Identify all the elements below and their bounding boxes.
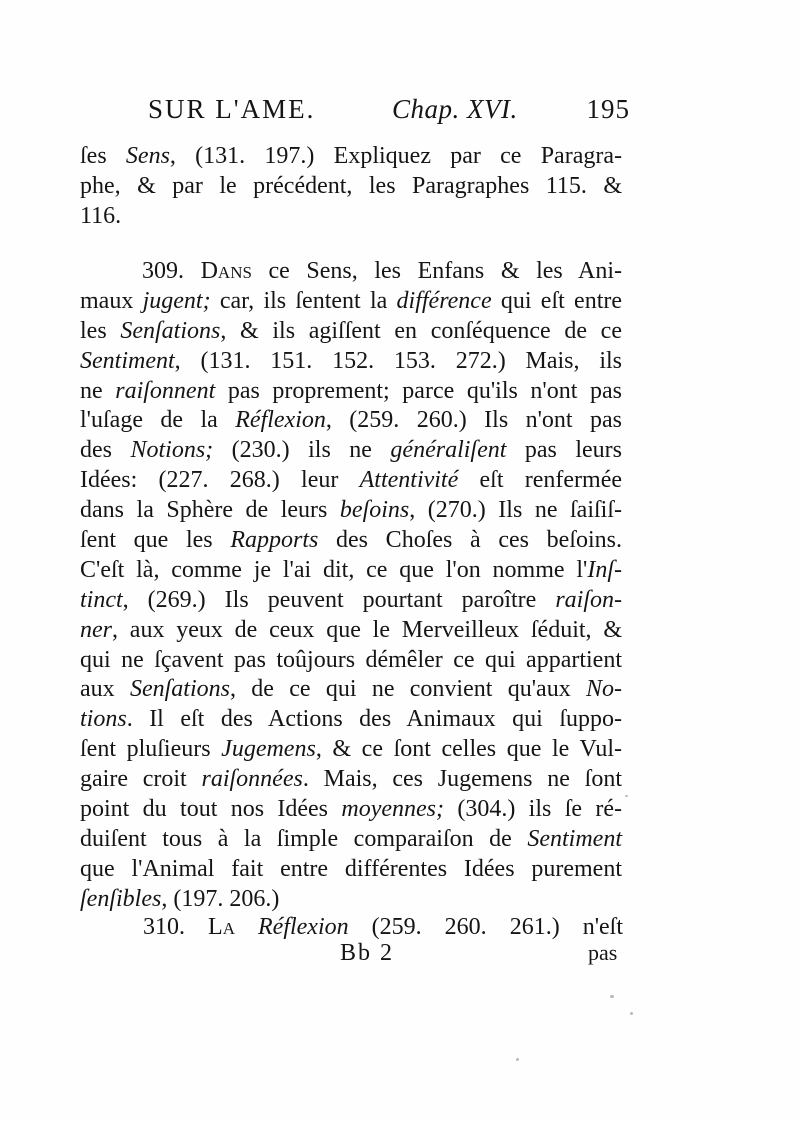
text-run: duiſent tous à la ſimple comparaiſon de: [80, 825, 528, 852]
text-run: maux: [80, 287, 143, 314]
text-run: car, ils ſentent la: [210, 287, 397, 314]
chapter-label: Chap. XVI.: [392, 94, 518, 124]
paragraph_309-line: [80, 347, 622, 377]
signature-mark: Bb 2: [340, 940, 395, 966]
text-run: que l'Animal fait entre différentes Idées purement: [80, 855, 622, 882]
text-run: ſes: [80, 143, 126, 169]
continuation-line: [80, 142, 622, 172]
italic-term: No-: [586, 676, 622, 703]
paragraph-310-rest: (259. 260. 261.) n'eſt: [348, 914, 624, 940]
italic-term: beſoins: [339, 497, 410, 524]
text-run: . Il eſt des Actions des Animaux qui ſuppo-: [126, 706, 622, 733]
italic-term: ſenſibles: [80, 885, 162, 912]
text-run: les: [80, 317, 121, 344]
italic-term: Sentiment: [80, 347, 175, 374]
italic-term: Senſations: [120, 317, 221, 344]
text-run: eſt renfermée: [458, 467, 622, 494]
text-run: (304.) ils ſe ré-: [444, 796, 622, 823]
paragraph_309-line: [80, 705, 622, 735]
paragraph_309-line: [80, 526, 622, 556]
text-run: ce Sens, les Enfans & les Ani-: [251, 258, 622, 284]
text-run: dans la Sphère de leurs: [80, 497, 340, 524]
italic-term: raiſonnées: [201, 766, 303, 793]
text-run: , (269.) Ils peuvent pourtant paroître: [122, 586, 556, 613]
italic-term: généraliſent: [390, 437, 507, 464]
text-run: , & ils agiſſent en conſéquence de ce: [220, 317, 622, 344]
italic-term: Senſations: [129, 676, 230, 703]
text-run: phe, & par le précédent, les Paragraphes 115. &: [80, 172, 622, 199]
paragraph_309-line: [80, 406, 622, 436]
text-run: ſent pluſieurs: [80, 736, 222, 763]
text-run: aux: [80, 676, 130, 703]
italic-term: Sens: [125, 143, 170, 169]
paper-speck: [610, 995, 614, 998]
text-run: Dans: [200, 258, 252, 284]
paper-speck: [630, 1012, 633, 1015]
paragraph-310-lead: La: [208, 914, 235, 940]
italic-term: jugent;: [142, 287, 211, 314]
paragraph_309-line: [80, 646, 622, 676]
text-run: pas proprement; parce qu'ils n'ont pas: [215, 377, 623, 404]
paragraph_309-line: [80, 496, 622, 526]
text-run: l'uſage de la: [80, 407, 236, 434]
text-run: gaire croit: [80, 766, 202, 793]
paragraph_309-line: [80, 795, 622, 825]
running-header: [148, 94, 630, 130]
italic-term: ner: [80, 616, 112, 643]
continuation-line: [80, 202, 622, 232]
paragraph_309-line: [80, 675, 622, 705]
paragraph_309-line: [80, 855, 622, 885]
text-run: , (259. 260.) Ils n'ont pas: [325, 407, 623, 434]
paragraph_309-line: [80, 556, 622, 586]
paragraph_309-line: [80, 825, 622, 855]
paragraph_309-line: [80, 377, 622, 407]
text-run: , (197. 206.): [161, 885, 280, 912]
paragraph-310-number: 310.: [143, 914, 185, 940]
text-run: qui eſt entre: [491, 287, 623, 314]
paragraph_309-line: [80, 257, 622, 287]
text-run: , (131. 151. 152. 153. 272.) Mais, ils: [174, 347, 622, 374]
paper-speck: [625, 795, 628, 797]
italic-term: raiſon-: [555, 586, 622, 613]
italic-term: Réflexion: [235, 407, 326, 434]
italic-term: Notions;: [130, 437, 214, 464]
paragraph-310-term: Réflexion: [258, 914, 349, 940]
text-run: 309.: [142, 258, 201, 284]
italic-term: Jugemens: [221, 736, 316, 763]
italic-term: tinct: [80, 586, 123, 613]
text-run: ſent que les: [80, 527, 231, 554]
text-run: Idées: (227. 268.) leur: [80, 467, 360, 494]
text-run: , (131. 197.) Expliquez par ce Paragra-: [169, 143, 622, 169]
text-run: point du tout nos Idées: [80, 796, 342, 823]
paragraph_309-line: [80, 885, 622, 915]
italic-term: tions: [80, 706, 127, 733]
text-run: 116.: [80, 202, 122, 229]
italic-term: Rapports: [230, 527, 319, 554]
paragraph-310-opening: [143, 912, 623, 942]
italic-term: Sentiment: [527, 825, 622, 852]
text-run: ne: [80, 377, 116, 404]
text-run: . Mais, ces Jugemens ne ſont: [302, 766, 622, 793]
page-number: 195: [586, 94, 630, 124]
paragraph_309-line: [80, 466, 622, 496]
italic-term: moyennes;: [341, 796, 444, 823]
text-run: qui ne ſçavent pas toûjours démêler ce qui appartient: [80, 646, 622, 673]
text-run: , & ce ſont celles que le Vul-: [315, 736, 622, 763]
paragraph_309-line: [80, 287, 622, 317]
paragraph_309-line: [80, 586, 622, 616]
italic-term: Attentivité: [359, 467, 459, 494]
paragraph-309: [80, 257, 622, 915]
italic-term: raiſonnent: [115, 377, 216, 404]
text-run: des: [80, 437, 131, 464]
text-run: , (270.) Ils ne ſaiſiſ-: [409, 497, 622, 524]
text-run: C'eſt là, comme je l'ai dit, ce que l'on nomme l': [80, 556, 588, 583]
paper-speck: [516, 1058, 519, 1061]
text-run: , de ce qui ne convient qu'aux: [229, 676, 586, 703]
paragraph_309-line: [80, 317, 622, 347]
continuation-line: [80, 172, 622, 202]
text-run: (230.) ils ne: [213, 437, 391, 464]
catchword: pas: [588, 940, 618, 965]
paragraph_309-line: [80, 616, 622, 646]
text-run: , aux yeux de ceux que le Merveilleux ſéduit, &: [112, 616, 622, 643]
italic-term: différence: [396, 287, 492, 314]
italic-term: Inſ-: [587, 556, 622, 583]
paragraph_309-line: [80, 735, 622, 765]
continuation-paragraph: [80, 142, 622, 232]
paragraph_309-line: [80, 436, 622, 466]
text-run: pas leurs: [506, 437, 622, 464]
running-title: SUR L'AME.: [148, 94, 316, 124]
text-run: des Choſes à ces beſoins.: [318, 527, 622, 554]
paragraph_309-line: [80, 765, 622, 795]
